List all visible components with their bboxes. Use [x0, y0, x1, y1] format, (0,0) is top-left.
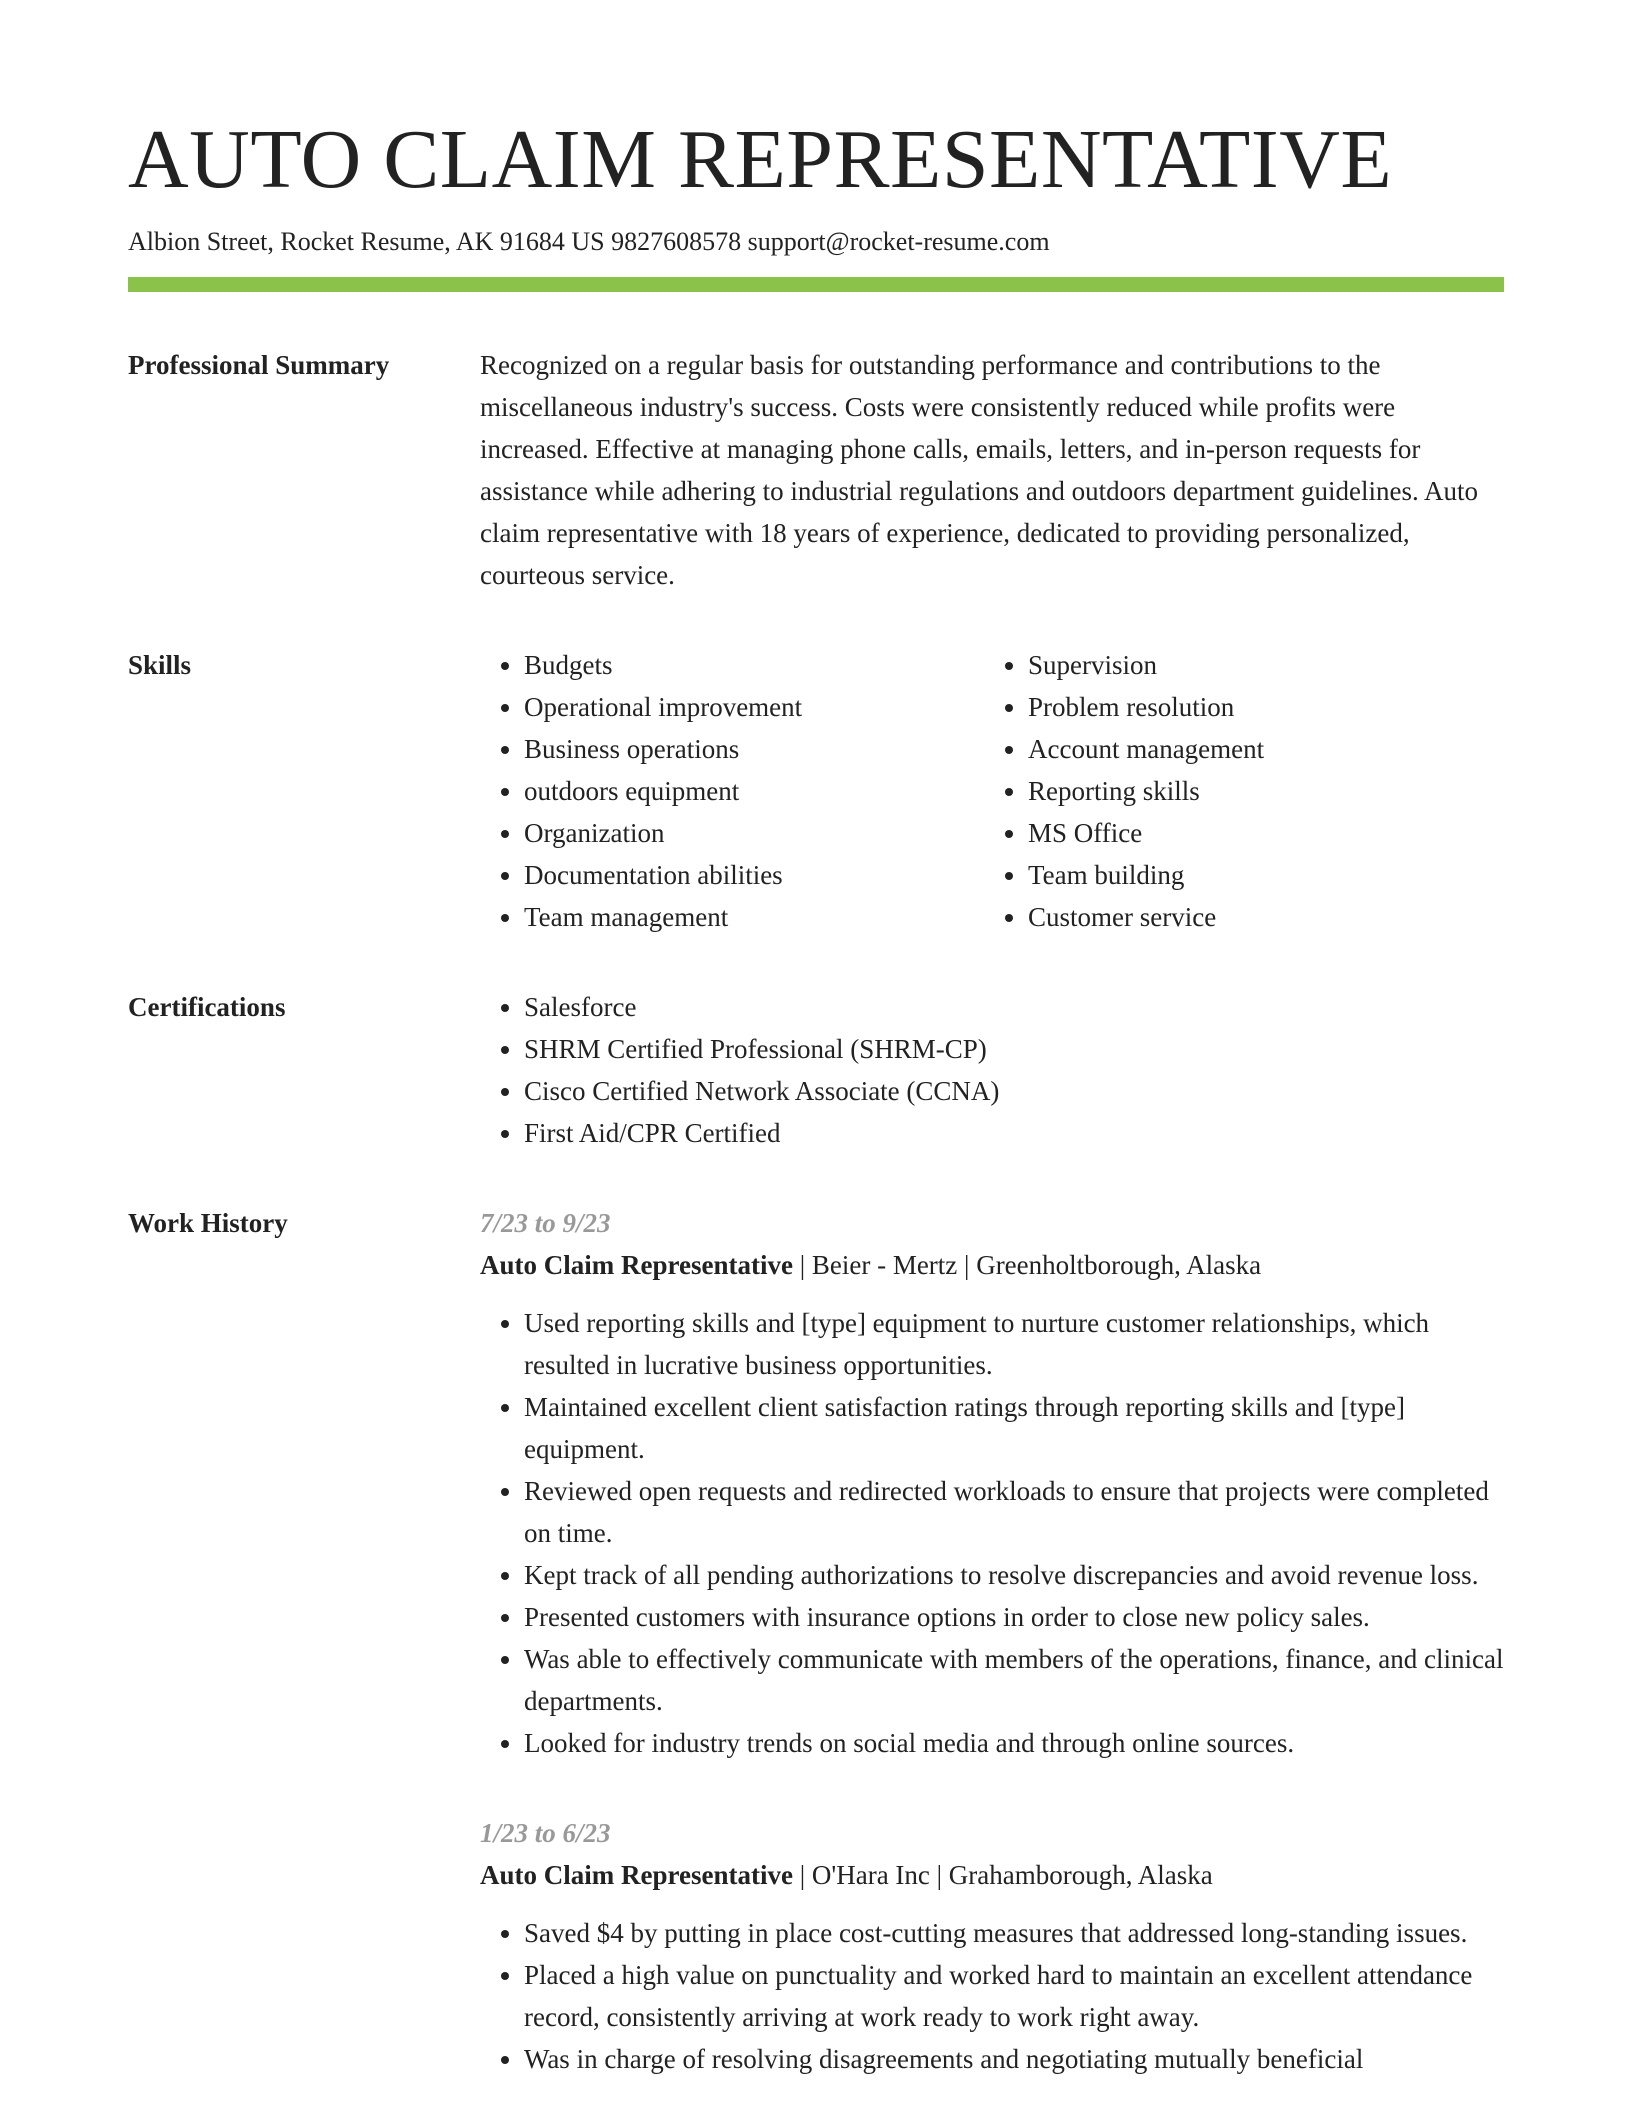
job-entry: [480, 1812, 1504, 2080]
skills-section: [128, 644, 1504, 938]
header-divider: [128, 277, 1504, 292]
job-header: [480, 1244, 1504, 1286]
work-history-body: [480, 1202, 1504, 2128]
job-duty-item: • Maintained excellent client satisfaction ratings through reporting skills and [type] equipment.: [524, 1386, 1504, 1470]
certifications-list: [480, 986, 1504, 1154]
skills-column-left: [480, 644, 984, 938]
job-duty-item: • Saved $4 by putting in place cost-cutting measures that addressed long-standing issues.: [524, 1912, 1504, 1954]
skill-item: • Account management: [1028, 728, 1488, 770]
job-title: Auto Claim Representative: [480, 1250, 793, 1281]
skill-item: • Organization: [524, 812, 984, 854]
skill-item: • Problem resolution: [1028, 686, 1488, 728]
job-duty-item: • Presented customers with insurance options in order to close new policy sales.: [524, 1596, 1504, 1638]
job-duty-item: • Looked for industry trends on social media and through online sources.: [524, 1722, 1504, 1764]
skill-item: • Team management: [524, 896, 984, 938]
skill-item: • MS Office: [1028, 812, 1488, 854]
skill-item: • Team building: [1028, 854, 1488, 896]
certification-item: • First Aid/CPR Certified: [524, 1112, 1504, 1154]
job-duties-list: [480, 1912, 1504, 2080]
job-header: [480, 1854, 1504, 1896]
job-duty-item: • Placed a high value on punctuality and worked hard to maintain an excellent attendance record, consistently arriving at work ready to work right away.: [524, 1954, 1504, 2038]
job-duty-item: • Was able to effectively communicate with members of the operations, finance, and clinical departments.: [524, 1638, 1504, 1722]
summary-text: Recognized on a regular basis for outstanding performance and contributions to the miscellaneous industry's success. Costs were consistently reduced while profits were increased. Effective at managing phone calls, emails, letters, and in-person requests for assistance while adhering to industrial regulations and outdoors department guidelines. Auto claim representative with 18 years of experience, dedicated to providing personalized, courteous service.: [480, 350, 1479, 591]
certification-item: • Cisco Certified Network Associate (CCNA): [524, 1070, 1504, 1112]
skills-list-left: [480, 644, 984, 938]
job-entry: [480, 1202, 1504, 1764]
work-history-section: [128, 1202, 1504, 2128]
resume-page: [128, 113, 1504, 2128]
skill-item: • outdoors equipment: [524, 770, 984, 812]
certifications-body: [480, 986, 1504, 1154]
job-duty-item: • Kept track of all pending authorizations to resolve discrepancies and avoid revenue loss.: [524, 1554, 1504, 1596]
section-label-skills: Skills: [128, 650, 192, 681]
section-label-summary: Professional Summary: [128, 350, 390, 381]
skill-item: • Business operations: [524, 728, 984, 770]
skill-item: • Operational improvement: [524, 686, 984, 728]
certification-item: • Salesforce: [524, 986, 1504, 1028]
contact-line: Albion Street, Rocket Resume, AK 91684 US 9827608578 support@rocket-resume.com: [128, 227, 1050, 256]
skills-list-right: [984, 644, 1488, 938]
job-duties-list: [480, 1302, 1504, 1764]
job-dates: 7/23 to 9/23: [480, 1208, 611, 1239]
skill-item: • Budgets: [524, 644, 984, 686]
job-details: | Beier - Mertz | Greenholtborough, Alaska: [792, 1250, 1262, 1281]
summary-section: [128, 344, 1504, 596]
job-details: | O'Hara Inc | Grahamborough, Alaska: [792, 1860, 1213, 1891]
job-duty-item: • Reviewed open requests and redirected workloads to ensure that projects were completed on time.: [524, 1470, 1504, 1554]
section-label-certifications: Certifications: [128, 992, 286, 1023]
job-dates: 1/23 to 6/23: [480, 1818, 611, 1849]
skills-body: [480, 644, 1504, 938]
section-label-work-history: Work History: [128, 1208, 288, 1239]
skill-item: • Documentation abilities: [524, 854, 984, 896]
skill-item: • Customer service: [1028, 896, 1488, 938]
job-title: Auto Claim Representative: [480, 1860, 793, 1891]
job-duty-item: • Used reporting skills and [type] equipment to nurture customer relationships, which resulted in lucrative business opportunities.: [524, 1302, 1504, 1386]
job-duty-item: • Was in charge of resolving disagreements and negotiating mutually beneficial: [524, 2038, 1504, 2080]
skills-column-right: [984, 644, 1488, 938]
certification-item: • SHRM Certified Professional (SHRM-CP): [524, 1028, 1504, 1070]
summary-body: [480, 344, 1504, 596]
skill-item: • Reporting skills: [1028, 770, 1488, 812]
resume-name: AUTO CLAIM REPRESENTATIVE: [128, 113, 1393, 206]
skill-item: • Supervision: [1028, 644, 1488, 686]
certifications-section: [128, 986, 1504, 1154]
